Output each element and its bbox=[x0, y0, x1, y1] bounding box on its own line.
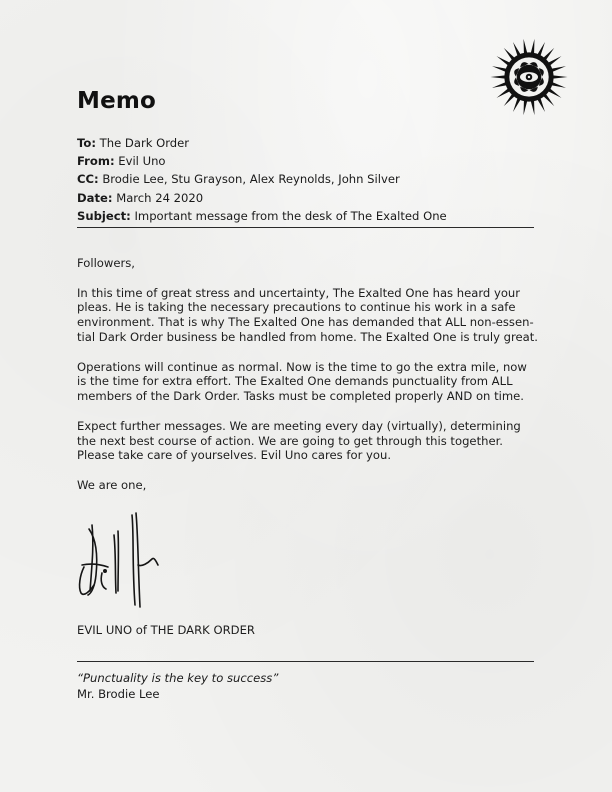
subject-label: Subject: bbox=[77, 208, 131, 223]
date-label: Date: bbox=[77, 190, 113, 205]
memo-body bbox=[77, 256, 539, 508]
memo-header bbox=[77, 134, 537, 225]
from-line bbox=[77, 152, 537, 170]
page-title: Memo bbox=[77, 88, 157, 114]
subject-value: Important message from the desk of The Exalted One bbox=[134, 208, 447, 223]
date-value: March 24 2020 bbox=[116, 190, 204, 205]
to-label: To: bbox=[77, 136, 96, 150]
dark-order-logo-icon bbox=[488, 36, 570, 118]
date-line bbox=[77, 189, 537, 207]
to-line bbox=[77, 134, 537, 152]
logo-ray bbox=[524, 39, 528, 55]
logo-ray bbox=[530, 99, 534, 115]
cc-value: Brodie Lee, Stu Grayson, Alex Reynolds, John Silver bbox=[102, 172, 400, 187]
footer-quote: “Punctuality is the key to success” bbox=[77, 671, 279, 685]
body-paragraph-1: In this time of great stress and uncertainty, The Exalted One has heard your pleas. He is taking the necessary precautions to continue his work in a safe environment. That is why The Exalted One has demanded that ALL non-essen-tial Dark Order business be handled from home. The Exalted One is truly great. bbox=[77, 285, 538, 344]
footer-divider bbox=[77, 661, 534, 662]
signature-icon bbox=[72, 505, 172, 615]
cc-label: CC: bbox=[77, 172, 99, 187]
body-paragraph-3: Expect further messages. We are meeting every day (virtually), determining the next best course of action. We are going to get through this together. Please take care of yourselves. Evil Uno cares for you. bbox=[77, 418, 521, 463]
greeting: Followers, bbox=[77, 256, 135, 270]
from-label: From: bbox=[77, 154, 115, 169]
from-value: Evil Uno bbox=[118, 154, 166, 169]
closing: We are one, bbox=[77, 477, 147, 492]
signature-name: EVIL UNO of THE DARK ORDER bbox=[77, 623, 255, 637]
cc-line bbox=[77, 170, 537, 188]
header-divider bbox=[77, 227, 534, 228]
body-paragraph-2: Operations will continue as normal. Now is the time to go the extra mile, now is the time for extra effort. The Exalted One demands punctuality from ALL members of the Dark Order. Tasks must be completed properly AND on time. bbox=[77, 359, 527, 404]
logo-ray bbox=[524, 99, 528, 115]
footer-quote-author: Mr. Brodie Lee bbox=[77, 687, 160, 701]
logo-ray bbox=[530, 39, 534, 55]
subject-line bbox=[77, 207, 537, 225]
logo-ray bbox=[490, 75, 506, 79]
logo-ray bbox=[552, 75, 568, 79]
to-value: The Dark Order bbox=[99, 136, 190, 150]
